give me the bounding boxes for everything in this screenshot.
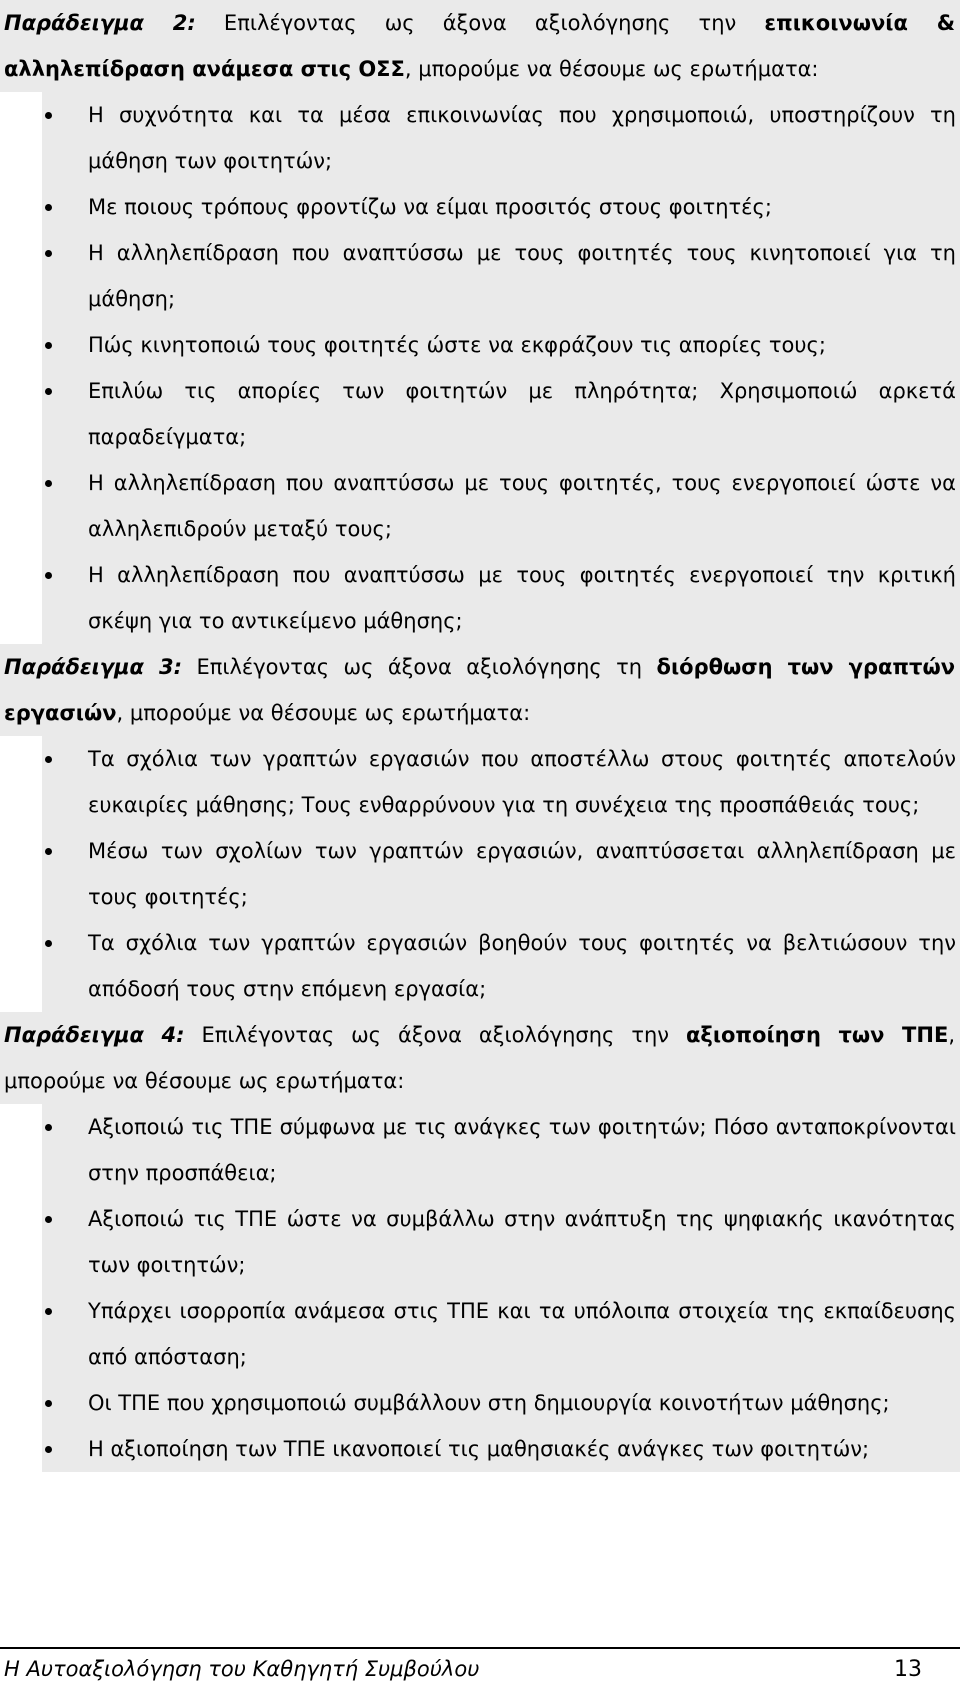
example-3-questions <box>0 736 960 1012</box>
list-item: Η αξιοποίηση των ΤΠΕ ικανοποιεί τις μαθησιακές ανάγκες των φοιτητών; <box>42 1426 956 1472</box>
list-item: Υπάρχει ισορροπία ανάμεσα στις ΤΠΕ και τα υπόλοιπα στοιχεία της εκπαίδευσης από απόσταση; <box>42 1288 956 1380</box>
example-4-questions <box>0 1104 960 1472</box>
list-item: Η αλληλεπίδραση που αναπτύσσω με τους φοιτητές, τους ενεργοποιεί ώστε να αλληλεπιδρούν μεταξύ τους; <box>42 460 956 552</box>
list-item: Με ποιους τρόπους φροντίζω να είμαι προσιτός στους φοιτητές; <box>42 184 956 230</box>
example-2-axis: επικοινωνία & αλληλεπίδραση ανάμεσα στις ΟΣΣ <box>4 11 956 81</box>
example-3-intro <box>0 644 960 736</box>
example-3-axis: διόρθωση των γραπτών εργασιών <box>4 655 956 725</box>
list-item: Η συχνότητα και τα μέσα επικοινωνίας που χρησιμοποιώ, υποστηρίζουν τη μάθηση των φοιτητών; <box>42 92 956 184</box>
list-item: Πώς κινητοποιώ τους φοιτητές ώστε να εκφράζουν τις απορίες τους; <box>42 322 956 368</box>
example-2 <box>0 0 960 644</box>
example-3-label: Παράδειγμα 3: <box>4 655 183 679</box>
example-2-pre: Επιλέγοντας ως άξονα αξιολόγησης την <box>195 11 765 35</box>
page-number: 13 <box>894 1657 922 1682</box>
list-item: Τα σχόλια των γραπτών εργασιών που αποστέλλω στους φοιτητές αποτελούν ευκαιρίες μάθησης; Τους ενθαρρύνουν για τη συνέχεια της προσπάθειάς τους; <box>42 736 956 828</box>
list-item: Οι ΤΠΕ που χρησιμοποιώ συμβάλλουν στη δημιουργία κοινοτήτων μάθησης; <box>42 1380 956 1426</box>
example-2-intro <box>0 0 960 92</box>
list-item: Αξιοποιώ τις ΤΠΕ ώστε να συμβάλλω στην ανάπτυξη της ψηφιακής ικανότητας των φοιτητών; <box>42 1196 956 1288</box>
footer-title: Η Αυτοαξιολόγηση του Καθηγητή Συμβούλου <box>4 1657 480 1681</box>
page-footer <box>0 1647 960 1682</box>
list-item: Αξιοποιώ τις ΤΠΕ σύμφωνα με τις ανάγκες των φοιτητών; Πόσο ανταποκρίνονται στην προσπάθεια; <box>42 1104 956 1196</box>
example-4-intro <box>0 1012 960 1104</box>
example-4 <box>0 1012 960 1472</box>
list-item: Μέσω των σχολίων των γραπτών εργασιών, αναπτύσσεται αλληλεπίδραση με τους φοιτητές; <box>42 828 956 920</box>
example-4-label: Παράδειγμα 4: <box>4 1023 185 1047</box>
example-3 <box>0 644 960 1012</box>
list-item: Η αλληλεπίδραση που αναπτύσσω με τους φοιτητές τους κινητοποιεί για τη μάθηση; <box>42 230 956 322</box>
example-4-post: , μπορούμε να θέσουμε ως ερωτήματα: <box>4 1023 955 1093</box>
example-2-post: , μπορούμε να θέσουμε ως ερωτήματα: <box>404 57 819 81</box>
list-item: Τα σχόλια των γραπτών εργασιών βοηθούν τους φοιτητές να βελτιώσουν την απόδοσή τους στην επόμενη εργασία; <box>42 920 956 1012</box>
example-3-post: , μπορούμε να θέσουμε ως ερωτήματα: <box>116 701 531 725</box>
list-item: Επιλύω τις απορίες των φοιτητών με πληρότητα; Χρησιμοποιώ αρκετά παραδείγματα; <box>42 368 956 460</box>
example-3-pre: Επιλέγοντας ως άξονα αξιολόγησης τη <box>182 655 657 679</box>
example-2-questions <box>0 92 960 644</box>
list-item: Η αλληλεπίδραση που αναπτύσσω με τους φοιτητές ενεργοποιεί την κριτική σκέψη για το αντικείμενο μάθησης; <box>42 552 956 644</box>
example-4-axis: αξιοποίηση των ΤΠΕ <box>685 1023 949 1047</box>
example-2-label: Παράδειγμα 2: <box>4 11 196 35</box>
example-4-pre: Επιλέγοντας ως άξονα αξιολόγησης την <box>184 1023 686 1047</box>
